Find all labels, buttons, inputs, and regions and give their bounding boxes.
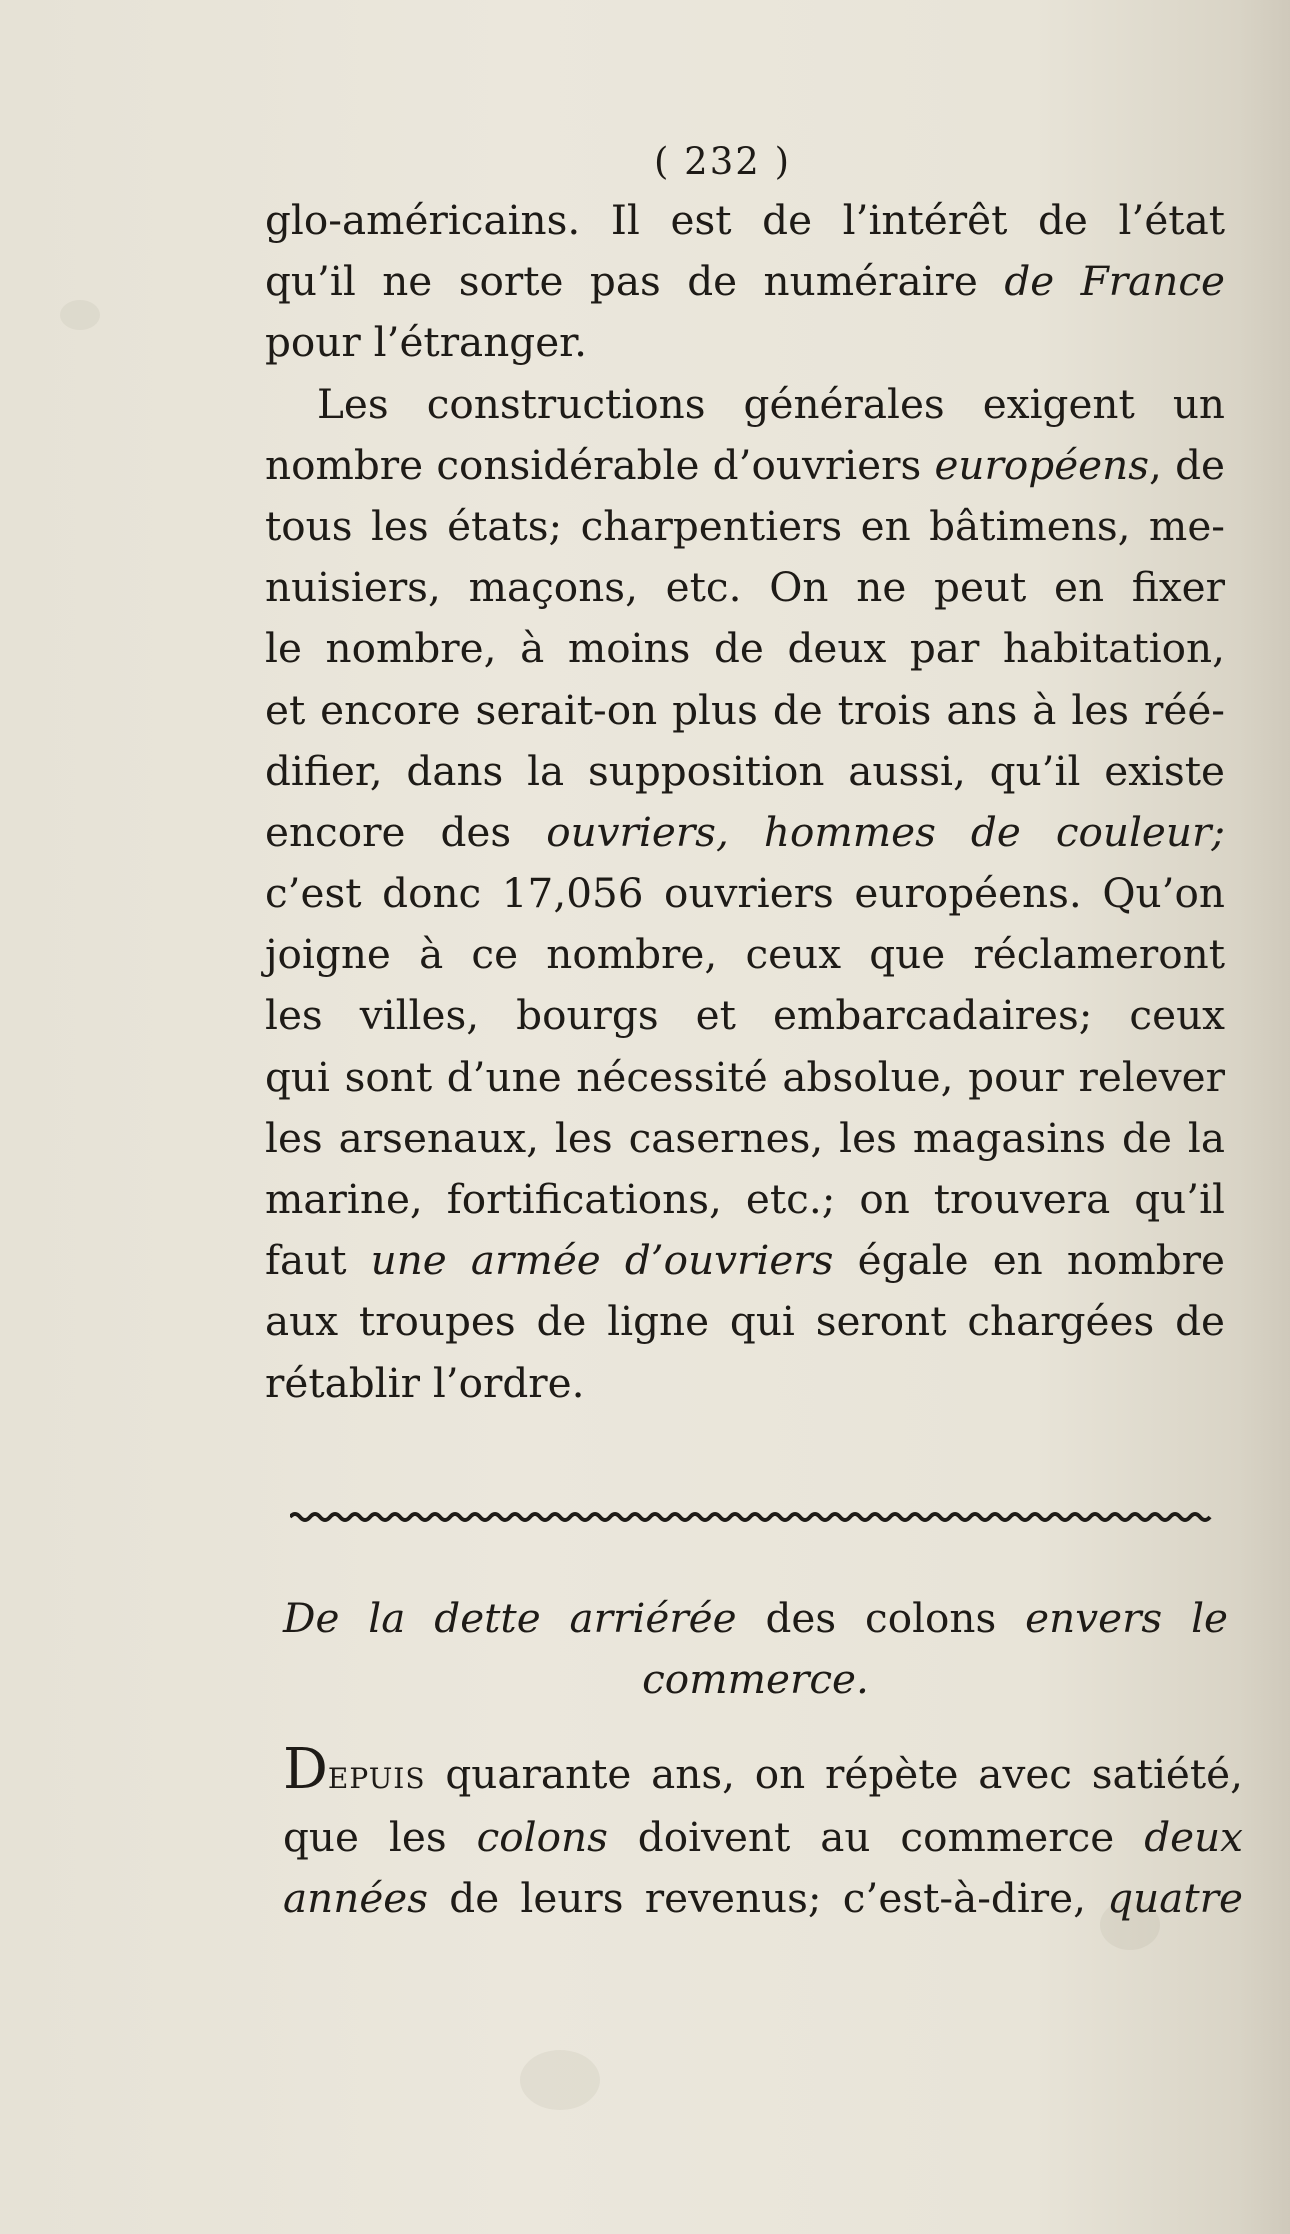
heading-italic-part: De la dette arriérée: [283, 1594, 737, 1642]
text-span: nombre considérable d’ouvriers: [265, 440, 935, 489]
text-span: et encore serait-on plus de trois ans à les réé-: [265, 685, 1225, 734]
text-span: faut: [265, 1236, 371, 1285]
text-line: [265, 618, 1225, 679]
text-line: [265, 312, 1225, 373]
text-line: [265, 680, 1225, 741]
drop-cap: D: [283, 1737, 328, 1802]
text-line: [265, 1169, 1225, 1230]
text-span: les arsenaux, les casernes, les magasins de la: [265, 1113, 1225, 1162]
text-span: doivent au commerce: [607, 1813, 1145, 1861]
text-line: [265, 924, 1225, 985]
text-line: [265, 1291, 1225, 1352]
text-span: Les constructions générales exigent un: [317, 379, 1225, 428]
text-line: [265, 1108, 1225, 1169]
text-line: [283, 1867, 1243, 1928]
text-line: [265, 1353, 1225, 1414]
text-span: qu’il ne sorte pas de numéraire: [265, 257, 1005, 306]
ornamental-rule: [290, 1510, 1215, 1524]
text-span: nuisiers, maçons, etc. On ne peut en fixer: [265, 563, 1225, 612]
text-line: [265, 985, 1225, 1046]
heading-italic-part-2: envers le: [1025, 1594, 1228, 1642]
italic-text: colons: [476, 1813, 608, 1861]
paragraph-two-lines: [283, 1806, 1243, 1928]
text-line: [265, 1230, 1225, 1291]
section-heading: [283, 1588, 1228, 1710]
text-span: marine, fortifications, etc.; on trouvera qu’il: [265, 1175, 1225, 1223]
text-line: [283, 1806, 1243, 1867]
paragraph-two-first-line: [283, 1737, 1243, 1806]
text-span: rétablir l’ordre.: [265, 1358, 585, 1407]
text-line: [265, 1047, 1225, 1108]
body-text: [265, 190, 1225, 1414]
text-span: difier, dans la supposition aussi, qu’il existe: [265, 746, 1225, 795]
text-span: égale en nombre: [833, 1236, 1225, 1285]
heading-upright-part: des colons: [736, 1594, 1026, 1642]
text-span: que les: [283, 1813, 477, 1861]
italic-text: une armée d’ouvriers: [370, 1236, 834, 1285]
text-line: [265, 557, 1225, 618]
text-line: [265, 251, 1225, 312]
text-span: , de: [1149, 440, 1225, 489]
paragraph-two: [283, 1737, 1244, 1928]
text-span: tous les états; charpentiers en bâtimens, me-: [265, 501, 1225, 550]
first-line-rest: quarante ans, on répète avec satiété,: [425, 1750, 1243, 1798]
text-span: glo-américains. Il est de l’intérêt de l’état: [265, 196, 1225, 244]
text-line: [265, 496, 1225, 557]
heading-line-2: commerce.: [642, 1655, 869, 1703]
text-line: [265, 190, 1225, 251]
italic-text: européens: [934, 440, 1149, 489]
text-span: joigne à ce nombre, ceux que réclameront: [265, 930, 1225, 979]
italic-text: quatre: [1107, 1874, 1243, 1923]
text-line: [265, 374, 1225, 435]
small-caps-word: epuis: [327, 1750, 426, 1798]
text-span: aux troupes de ligne qui seront chargées de: [265, 1297, 1225, 1346]
text-span: les villes, bourgs et embarcadaires; ceux: [265, 991, 1225, 1040]
italic-text: ouvriers, hommes de couleur;: [546, 807, 1225, 856]
text-line: [265, 435, 1225, 496]
italic-text: de France: [1004, 257, 1226, 306]
text-span: qui sont d’une nécessité absolue, pour relever: [265, 1052, 1225, 1101]
text-span: de leurs revenus; c’est-à-dire,: [428, 1874, 1108, 1923]
text-span: c’est donc 17,056 ouvriers européens. Qu’on: [265, 869, 1225, 918]
text-span: le nombre, à moins de deux par habitation,: [265, 624, 1225, 673]
text-line: [265, 863, 1225, 924]
text-line: [265, 741, 1225, 802]
text-span: pour l’étranger.: [265, 318, 587, 367]
page-number: ( 232 ): [653, 140, 791, 183]
text-span: encore des: [265, 807, 547, 856]
italic-text: deux: [1144, 1813, 1244, 1861]
text-line: [265, 802, 1225, 863]
italic-text: années: [283, 1874, 429, 1923]
